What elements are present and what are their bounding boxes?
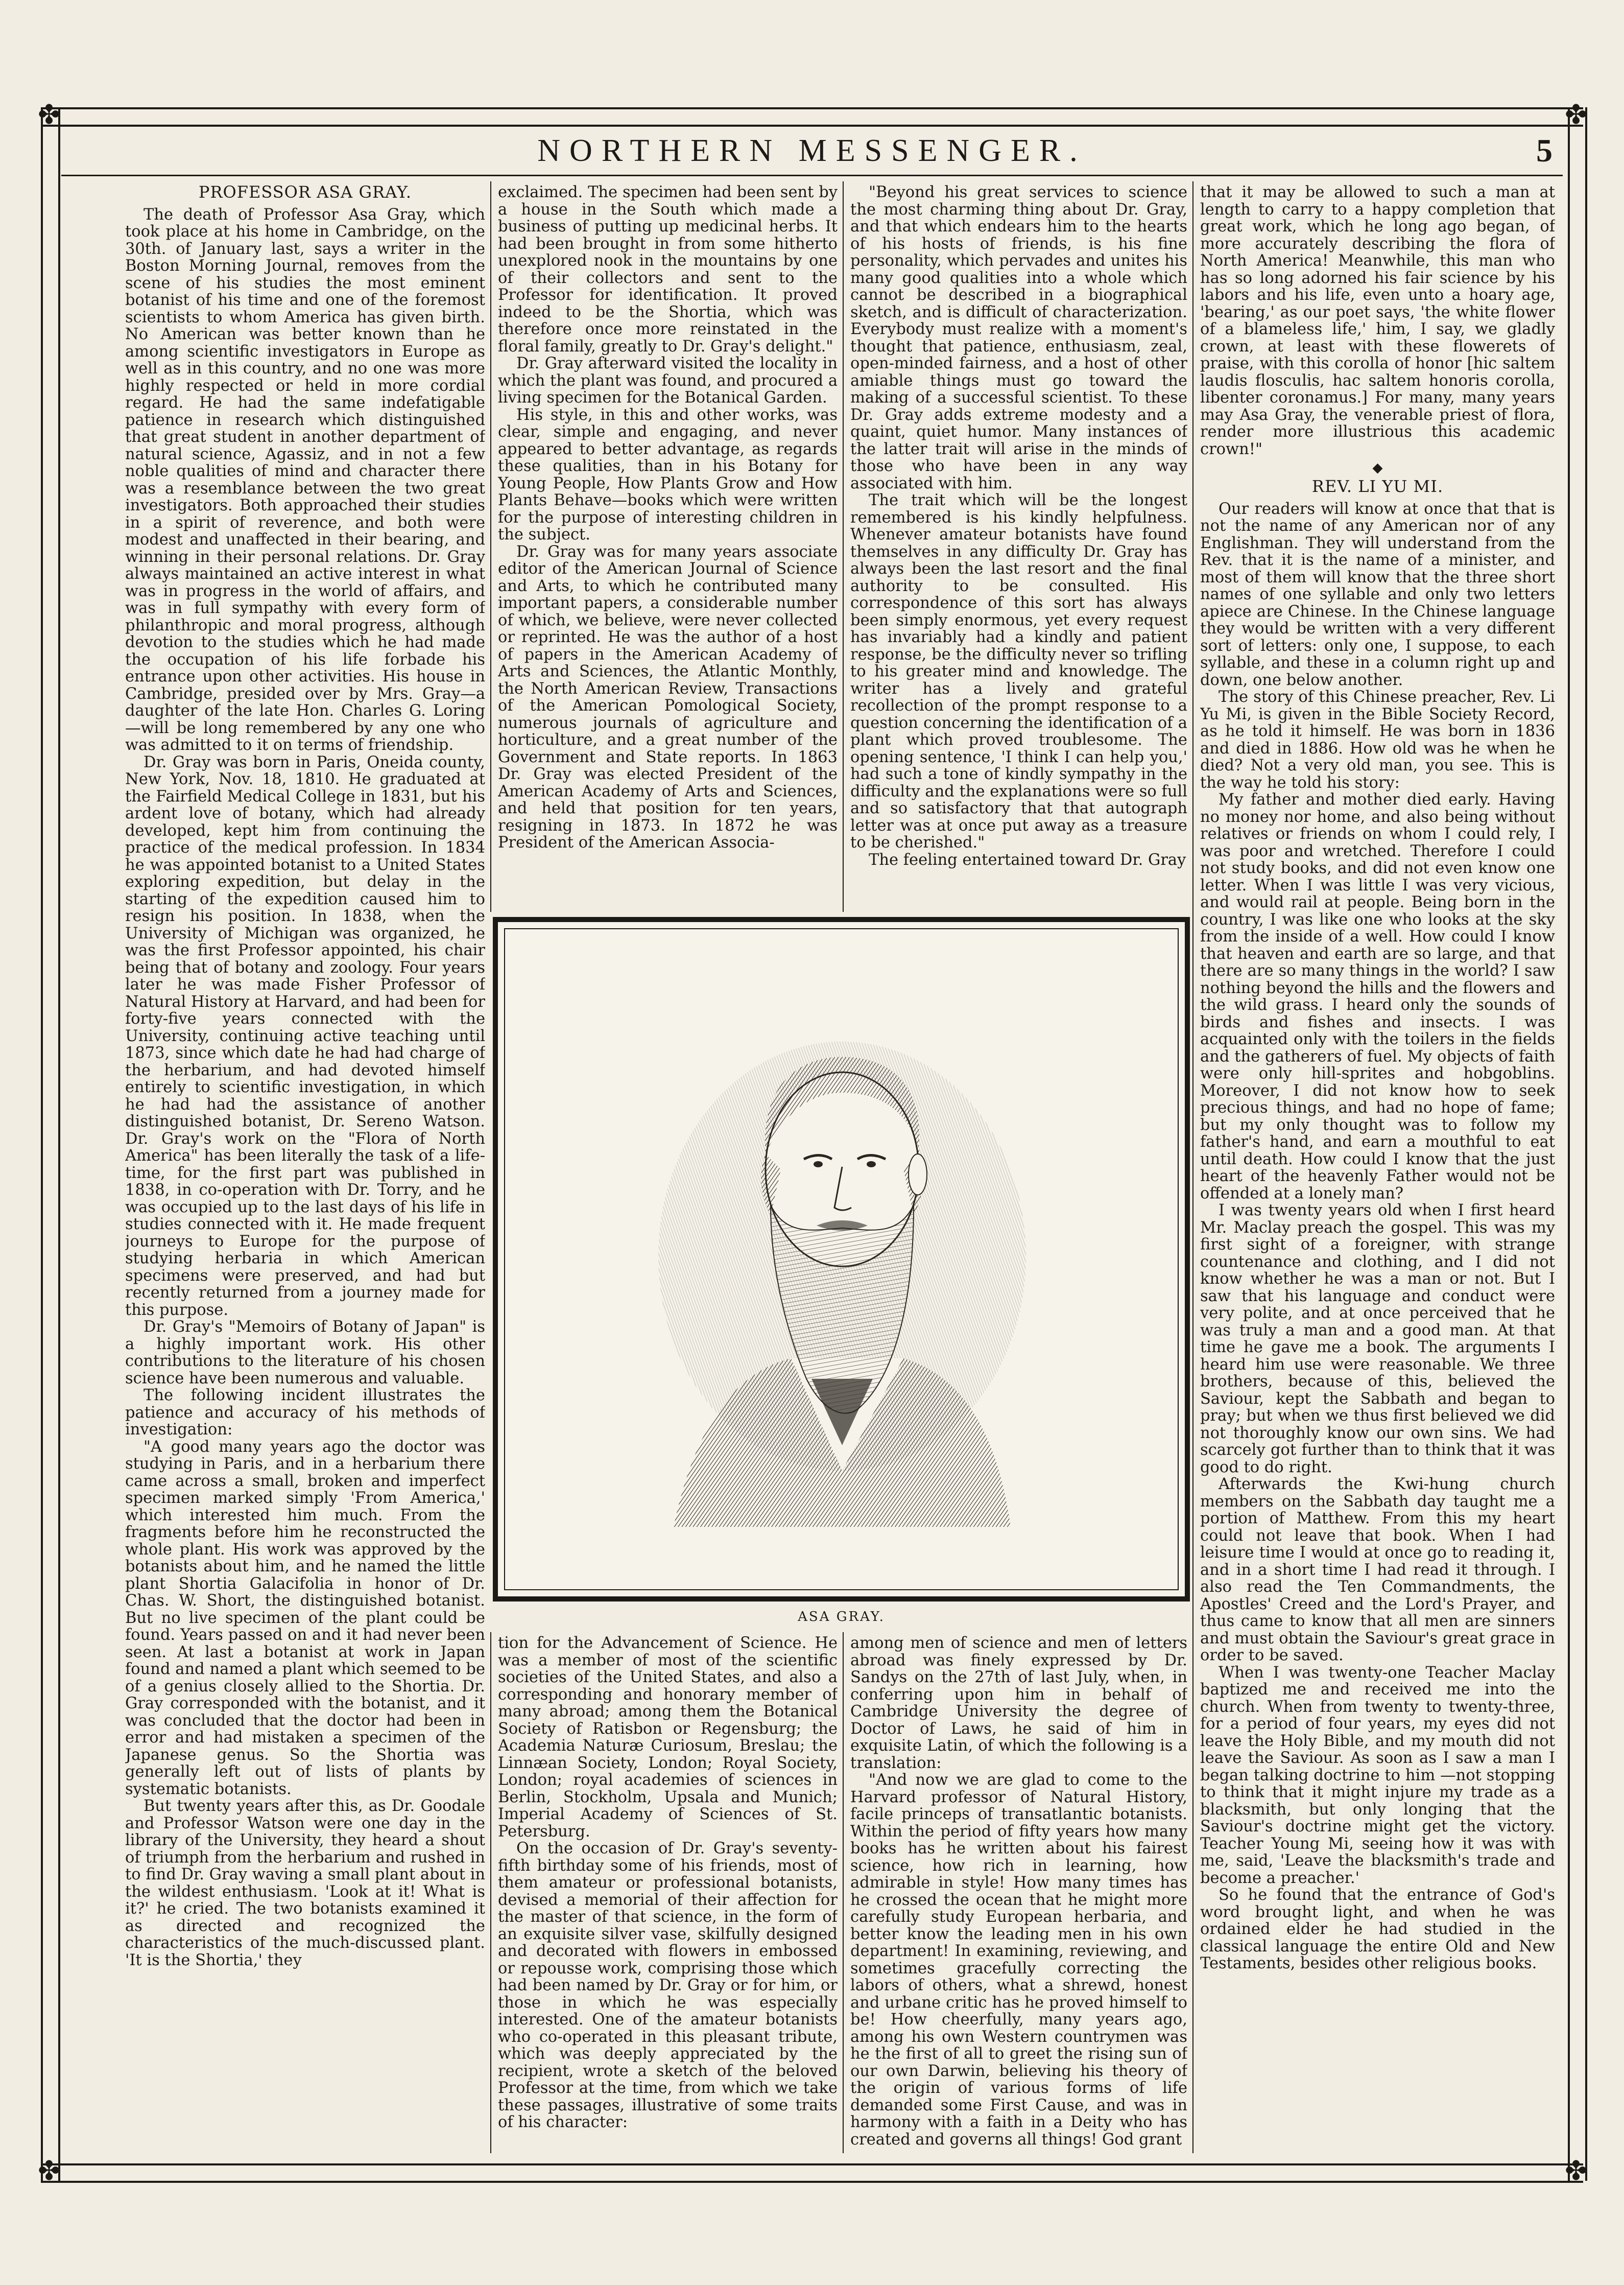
header-rule xyxy=(61,175,1563,176)
paragraph: "And now we are glad to come to the Harvard professor of Natural History, facile princeps of transatlantic botanists. Within the period of fifty years how many books has he written about his fairest science, how rich in learning, how admirable in style! How many times has he crossed the ocean that he might more carefully study European herbaria, and better know the leading men in his own department! In examining, reviewing, and sometimes gracefully correcting the labors of others, what a shrewd, honest and urbane critic has he proved himself to be! How cheerfully, many years ago, among his own Western countrymen was he the first of all to greet the rising sun of our own Darwin, believing his theory of the origin of various forms of life demanded some First Cause, and was in harmony with a faith in a Deity who has created and governs all things! God grant xyxy=(850,1771,1187,2149)
paragraph: But twenty years after this, as Dr. Goodale and Professor Watson were one day in the library of the University, they heard a shout of triumph from the herbarium and rushed in to find Dr. Gray waving a small plant about in the wildest enthusiasm. 'Look at it! What is it?' he cried. The two botanists examined it as directed and recognized the characteristics of the much-discussed plant. 'It is the Shortia,' they xyxy=(125,1797,485,1969)
portrait-engraving-image xyxy=(505,929,1176,1587)
paragraph: Dr. Gray was born in Paris, Oneida county, New York, Nov. 18, 1810. He graduated at the Fairfield Medical College in 1831, but his ardent love of botany, which had already developed, kept him from continuing the practice of the medical profession. In 1834 he was appointed botanist to a United States exploring expedition, but delay in the starting of the expedition caused him to resign his position. In 1838, when the University of Michigan was organized, he was the first Professor appointed, his chair being that of botany and zoology. Four years later he was made Fisher Professor of Natural History at Harvard, and had been for forty-five years connected with the University, continuing active teaching until 1873, since which date he had had charge of the herbarium, and had devoted himself entirely to scientific investigation, in which he had had the assistance of another distinguished botanist, Dr. Sereno Watson. Dr. Gray's work on the "Flora of North America" has been literally the task of a life-time, for the first part was published in 1838, in co-operation with Dr. Torry, and he was occupied up to the last days of his life in studies connected with it. He made frequent journeys to Europe for the purpose of studying herbaria in which American specimens were preserved, and had but recently returned from a journey made for this purpose. xyxy=(125,753,485,1319)
paragraph: "Beyond his great services to science the most charming thing about Dr. Gray, and that which endears him to the hearts of his hosts of friends, is his fine personality, which pervades and unites his many good qualities into a whole which cannot be described in a biographical sketch, and is difficult of characterization. Everybody must realize with a moment's thought that patience, enthusiasm, zeal, open-minded fairness, and a host of other amiable things must go toward the making of a successful scientist. To these Dr. Gray adds extreme modesty and a quaint, quiet humor. Many instances of the latter trait will arise in the minds of those who have been in any way associated with him. xyxy=(850,184,1187,492)
paragraph: The story of this Chinese preacher, Rev. Li Yu Mi, is given in the Bible Society Record, as he told it himself. He was born in 1836 and died in 1886. How old was he when he died? Not a very old man, you see. This is the way he told his story: xyxy=(1200,688,1555,792)
top-border xyxy=(41,107,1583,127)
paragraph: Dr. Gray was for many years associate editor of the American Journal of Science and Arts, to which he contributed many important papers, a considerable number of which, we believe, were never collected or reprinted. He was the author of a host of papers in the American Academy of Arts and Sciences, the Atlantic Monthly, the North American Review, Transactions of the American Pomological Society, numerous journals of agriculture and horticulture, and a great number of the Government and State reports. In 1863 Dr. Gray was elected President of the American Academy of Arts and Sciences, and held that position for ten years, resigning in 1873. In 1872 he was President of the American Associa- xyxy=(498,543,838,852)
paragraph: Afterwards the Kwi-hung church members on the Sabbath day taught me a portion of Matthew. From this my heart could not leave that book. When I had leisure time I would at once go to reading it, and in a short time I had read it through. I also read the Ten Commandments, the Apostles' Creed and the Lord's Prayer, and thus came to know that all men are sinners and must obtain the Saviour's great grace in order to be saved. xyxy=(1200,1475,1555,1664)
diamond-ornament-icon: ◆ xyxy=(1372,460,1383,476)
portrait-inner-border xyxy=(504,928,1179,1590)
column-separator xyxy=(490,1632,491,2153)
paragraph: among men of science and men of letters abroad was finely expressed by Dr. Sandys on the 27th of last July, when, in conferring upon him in behalf of Cambridge University the degree of Doctor of Laws, he said of him in exquisite Latin, of which the following is a translation: xyxy=(850,1635,1187,1772)
portrait-frame xyxy=(493,917,1190,1601)
paragraph: His style, in this and other works, was clear, simple and engaging, and never appeared to better advantage, as regards these qualities, than in his Botany for Young People, How Plants Grow and How Plants Behave—books which were written for the purpose of interesting children in the subject. xyxy=(498,406,838,544)
paragraph: exclaimed. The specimen had been sent by a house in the South which made a business of putting up medicinal herbs. It had been brought in from some hitherto unexplored nook in the mountains by one of their collectors and sent to the Professor for identification. It proved indeed to be the Shortia, which was therefore once more reinstated in the floral family, greatly to Dr. Gray's delight." xyxy=(498,184,838,356)
article-column-3-lower xyxy=(850,1635,1187,2151)
left-border xyxy=(41,107,60,2181)
right-border xyxy=(1568,107,1587,2181)
publication-title: NORTHERN MESSENGER. xyxy=(537,133,1087,168)
corner-ornament-icon: ✤ xyxy=(38,100,60,130)
paragraph: "A good many years ago the doctor was studying in Paris, and in a herbarium there came across a small, broken and imperfect specimen marked simply 'From America,' which interested him much. From the fragments before him he reconstructed the whole plant. His work was approved by the botanists about him, and he named the little plant Shortia Galacifolia in honor of Dr. Chas. W. Short, the distinguished botanist. But no live specimen of the plant could be found. Years passed on and it had never been seen. At last a botanist at work in Japan found and named a plant which seemed to be of a genius closely allied to the Shortia. Dr. Gray corresponded with the botanist, and it was concluded that the doctor had been in error and had mistaken a specimen of the Japanese genus. So the Shortia was generally left out of lists of plants by systematic botanists. xyxy=(125,1438,485,1798)
corner-ornament-icon: ✤ xyxy=(1565,100,1587,130)
paragraph: Our readers will know at once that that is not the name of any American nor of any Englishman. They will understand from the Rev. that it is the name of a minister, and most of them will know that the three short names of one syllable and only two letters apiece are Chinese. In the Chinese language they would be written with a very different sort of letters: only one, I suppose, to each syllable, and these in a column right up and down, one below another. xyxy=(1200,500,1555,689)
article-column-2-upper xyxy=(498,184,838,909)
article-column-3-upper xyxy=(850,184,1187,909)
paragraph: When I was twenty-one Teacher Maclay baptized me and received me into the church. When from twenty to twenty-three, for a period of four years, my eyes did not leave the Holy Bible, and my mouth did not leave the Saviour. As soon as I saw a man I began talking doctrine to him —not stopping to think that it might injure my trade as a blacksmith, but only longing that the Saviour's doctrine might get the victory. Teacher Young Mi, seeing how it was with me, said, 'Leave the blacksmith's trade and become a preacher.' xyxy=(1200,1663,1555,1887)
paragraph: The death of Professor Asa Gray, which took place at his home in Cambridge, on the 30th. of January last, says a writer in the Boston Morning Journal, removes from the scene of his studies the most eminent botanist of his time and one of the foremost scientists to whom America has given birth. No American was better known than he among scientific investigators in Europe as well as in this country, and no one was more highly respected or held in more cordial regard. He had the same indefatigable patience in research which distinguished that great student in another department of natural science, Agassiz, and in not a few noble qualities of mind and character there was a resemblance between the two great investigators. Both approached their studies in a spirit of reverence, and both were modest and unaffected in their bearing, and winning in their personal relations. Dr. Gray always maintained an active interest in what was in progress in the world of affairs, and was in full sympathy with every form of philanthropic and moral progress, although devotion to the studies which he had made the occupation of his life forbade his entrance upon other activities. His house in Cambridge, presided over by Mrs. Gray—a daughter of the late Hon. Charles G. Loring—will be long remembered by any one who was admitted to it on terms of friendship. xyxy=(125,205,485,754)
article-column-4 xyxy=(1200,184,1555,2151)
paragraph: On the occasion of Dr. Gray's seventy-fifth birthday some of his friends, most of them amateur or professional botanists, devised a memorial of their affection for the master of that science, in the form of an exquisite silver vase, skilfully designed and decorated with flowers in embossed or repousse work, comprising those which had been named by Dr. Gray or for him, or those in which he was especially interested. One of the amateur botanists who co-operated in this pleasant tribute, which was deeply appreciated by the recipient, wrote a sketch of the beloved Professor at the time, from which we take these passages, illustrative of some traits of his character: xyxy=(498,1840,838,2131)
article-column-2-lower xyxy=(498,1635,838,2151)
paragraph: The feeling entertained toward Dr. Gray xyxy=(869,851,1186,869)
article-column-1 xyxy=(125,184,485,2151)
paragraph: I was twenty years old when I first heard Mr. Maclay preach the gospel. This was my first sight of a foreigner, with strange countenance and clothing, and I did not know whether he was a man or not. But I saw that his language and conduct were very polite, and at once perceived that he was truly a man and a good man. At that time he gave me a book. The arguments I heard him use were reasonable. We three brothers, because of this, believed the Saviour, kept the Sabbath and began to pray; but when we thus first believed we did not thoroughly know our own sins. We had scarcely got further than to think that it was good to do right. xyxy=(1200,1202,1555,1476)
column-separator xyxy=(843,1632,844,2153)
corner-ornament-icon: ✤ xyxy=(38,2156,60,2186)
paragraph: Dr. Gray's "Memoirs of Botany of Japan" is a highly important work. His other contributions to the literature of his chosen science have been numerous and valuable. xyxy=(125,1318,485,1387)
portrait-caption: ASA GRAY. xyxy=(798,1609,885,1624)
column-separator xyxy=(490,181,491,912)
corner-ornament-icon: ✤ xyxy=(1565,2156,1587,2186)
paragraph: My father and mother died early. Having no money nor home, and also being without relatives or friends on whom I could rely, I was poor and wretched. Therefore I could not study books, and did not even know one letter. When I was little I was very vicious, and would rail at people. Being born in the country, I was like one who looks at the sky from the inside of a well. How could I know that heaven and earth are so large, and that there are so many things in the world? I saw nothing beyond the hills and the flowers and the wild grass. I heard only the sounds of birds and fishes and insects. I was acquainted only with the toilers in the fields and the gatherers of fuel. My objects of faith were only hill-sprites and hobgoblins. Moreover, I did not know how to seek precious things, and had no hope of fame; but my only thought was to follow my father's hand, and earn a mouthful to eat until death. How could I know that the just heart of the heavenly Father would not be offended at a lonely man? xyxy=(1200,791,1555,1203)
column-separator xyxy=(843,181,844,912)
paragraph: So he found that the entrance of God's word brought light, and when he was ordained elder he had studied in the classical language the entire Old and New Testaments, besides other religious books. xyxy=(1200,1886,1555,1972)
page-number: 5 xyxy=(1536,132,1553,169)
article-heading: REV. LI YU MI. xyxy=(1311,477,1444,496)
bottom-border xyxy=(41,2163,1583,2183)
paragraph: The following incident illustrates the patience and accuracy of his methods of investigation: xyxy=(125,1386,485,1439)
paragraph: Dr. Gray afterward visited the locality in which the plant was found, and procured a living specimen for the Botanical Garden. xyxy=(498,355,838,407)
article-heading: PROFESSOR ASA GRAY. xyxy=(198,184,412,202)
paragraph: The trait which will be the longest remembered is his kindly helpfulness. Whenever amateur botanists have found themselves in any difficulty Dr. Gray has always been the last resort and the final authority to be consulted. His correspondence of this sort has always been simply enormous, yet every request has invariably had a kindly and patient response, be the difficulty never so trifling to his greater mind and knowledge. The writer has a lively and grateful recollection of the prompt response to a question concerning the identification of a plant which proved troublesome. The opening sentence, 'I think I can help you,' had such a tone of kindly sympathy in the difficulty and the explanations were so full and so satisfactory that that autograph letter was at once put away as a treasure to be cherished." xyxy=(850,491,1187,852)
paragraph: tion for the Advancement of Science. He was a member of most of the scientific societies of the United States, and also a corresponding and honorary member of many abroad; among them the Botanical Society of Ratisbon or Regensburg; the Academia Naturæ Curiosum, Breslau; the Linnæan Society, London; Royal Society, London; royal academies of sciences in Berlin, Stockholm, Upsala and Munich; Imperial Academy of Sciences of St. Petersburg. xyxy=(498,1635,838,1841)
column-separator xyxy=(1192,181,1193,2153)
paragraph: that it may be allowed to such a man at length to carry to a happy completion that great work, which he long ago began, of more accurately describing the flora of North America! Meanwhile, this man who has so long adorned his fair science by his labors and his life, even unto a hoary age, 'bearing,' as our poet says, 'the white flower of a blameless life,' him, I say, we gladly crown, at least with these flowerets of praise, with this corolla of honor [hic saltem laudis flosculis, hac saltem honoris corolla, libenter coronamus.] For many, many years may Asa Gray, the venerable priest of flora, render more illustrious this academic crown!" xyxy=(1200,184,1555,458)
masthead xyxy=(61,130,1563,171)
